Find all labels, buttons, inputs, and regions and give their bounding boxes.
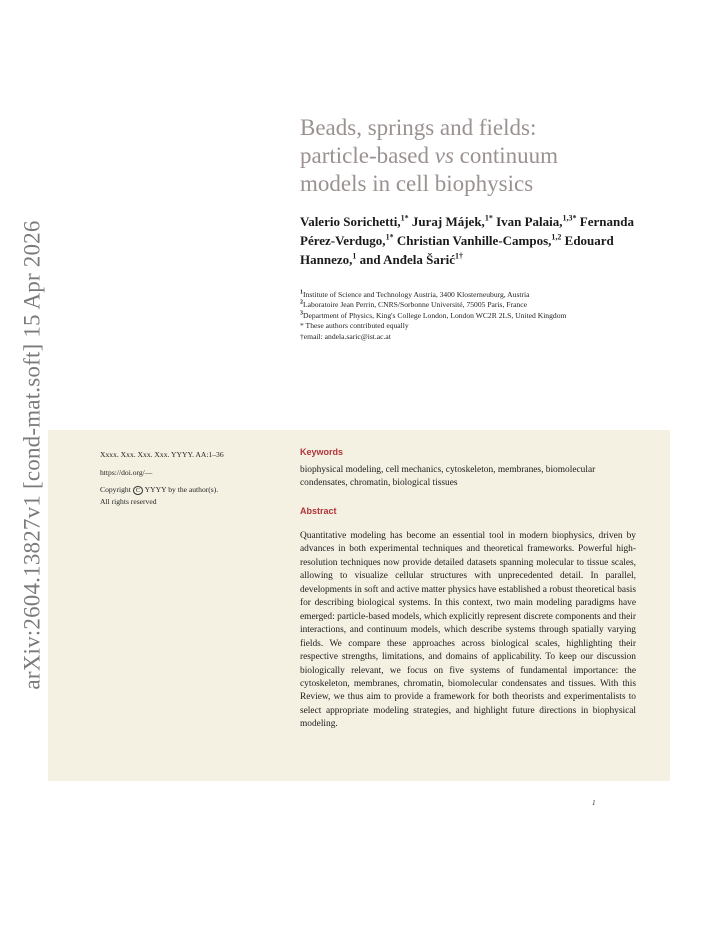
author bbox=[300, 214, 409, 229]
abstract-heading: Abstract bbox=[300, 506, 337, 516]
title-line-1: Beads, springs and fields: bbox=[300, 115, 537, 140]
author bbox=[409, 214, 493, 229]
author-affil-mark: 1,3* bbox=[562, 213, 577, 223]
page-number: 1 bbox=[592, 799, 596, 807]
affiliation-mark: 3 bbox=[300, 310, 303, 317]
author bbox=[394, 233, 562, 248]
title-line-2-a: particle-based bbox=[300, 143, 435, 168]
abstract-text bbox=[300, 530, 636, 732]
title-line-3: models in cell biophysics bbox=[300, 171, 534, 196]
doi-link[interactable]: https://doi.org/— bbox=[100, 467, 153, 477]
author-list bbox=[300, 212, 640, 269]
rights-text: All rights reserved bbox=[100, 496, 157, 506]
author bbox=[493, 214, 577, 229]
author-affil-mark: 1,2 bbox=[551, 232, 562, 242]
copyright-icon: C bbox=[133, 486, 143, 495]
keywords-heading: Keywords bbox=[300, 447, 344, 457]
author-name: Edouard Hannezo, bbox=[300, 233, 614, 267]
keywords-text: biophysical modeling, cell mechanics, cytoskeleton, membranes, biomolecular condensates, chromatin, biological tissues bbox=[300, 465, 596, 489]
author-affil-mark: 1* bbox=[484, 213, 493, 223]
author-name: Christian Vanhille-Campos, bbox=[393, 233, 552, 248]
author-name: Valerio Sorichetti, bbox=[300, 214, 401, 229]
affiliation-text: Laboratoire Jean Perrin, CNRS/Sorbonne Université, 75005 Paris, France bbox=[303, 300, 527, 310]
citation-line: Xxxx. Xxx. Xxx. Xxx. YYYY. AA:1–36 bbox=[100, 450, 224, 459]
affiliation-text: Institute of Science and Technology Austria, 3400 Klosterneuburg, Austria bbox=[303, 290, 530, 299]
arxiv-id-text: arXiv:2604.13827v1 [cond-mat.soft] 15 Apr 2026 bbox=[20, 220, 46, 690]
title-vs: vs bbox=[434, 143, 454, 168]
affiliation-text: Department of Physics, King's College London, London WC2R 2LS, United Kingdom bbox=[303, 310, 567, 320]
author-name: Ivan Palaia, bbox=[492, 214, 563, 229]
title-line-2-b: continuum bbox=[453, 143, 559, 168]
affiliation bbox=[300, 290, 630, 300]
author-affil-mark: 1† bbox=[454, 251, 463, 261]
affiliation-mark: 2 bbox=[300, 299, 303, 306]
affiliation bbox=[300, 311, 630, 321]
copyright-notice bbox=[100, 485, 275, 507]
author-name: Juraj Májek, bbox=[408, 214, 485, 229]
affiliations bbox=[300, 290, 630, 342]
title-line-2 bbox=[300, 142, 680, 170]
author-name: and Anđela Šarić bbox=[356, 252, 455, 267]
copyright-pre: Copyright bbox=[100, 485, 133, 495]
affiliation-mark: 1 bbox=[300, 289, 303, 296]
affiliation bbox=[300, 300, 630, 310]
author-name: Fernanda Pérez-Verdugo, bbox=[300, 214, 634, 248]
publication-meta bbox=[100, 450, 275, 514]
author-affil-mark: 1* bbox=[385, 232, 394, 242]
author bbox=[356, 252, 463, 267]
copyright-post: YYYY by the author(s). bbox=[143, 485, 219, 495]
author-affil-mark: 1 bbox=[352, 251, 357, 261]
author-affil-mark: 1* bbox=[400, 213, 409, 223]
equal-contribution-note: * These authors contributed equally bbox=[300, 321, 409, 331]
corresponding-email[interactable]: †email: andela.saric@ist.ac.at bbox=[300, 331, 391, 341]
paper-title bbox=[300, 114, 680, 198]
abstract-paragraph: Quantitative modeling has become an essential tool in modern biophysics, driven by advances in both experimental techniques and theoretical frameworks. Powerful high-resolution techniques now provide detailed datasets spanning molecular to tissue scales, allowing to visualize cellular structures with unprecedented detail. In parallel, developments in soft and active matter physics have established a robust theoretical basis for describing biological systems. In this context, two main modeling paradigms have emerged: particle-based models, which explicitly represent discrete components and their interactions, and continuum models, which describe systems through spatially varying fields. We compare these approaches across biological scales, highlighting their respective strengths, limitations, and domains of applicability. To keep our discussion biologically relevant, we focus on five systems of fundamental importance: the cytoskeleton, membranes, chromatin, biomolecular condensates and tissues. With this Review, we thus aim to provide a framework for both theorists and experimentalists to select appropriate modeling strategies, and highlight future directions in biophysical modeling. bbox=[300, 531, 636, 730]
